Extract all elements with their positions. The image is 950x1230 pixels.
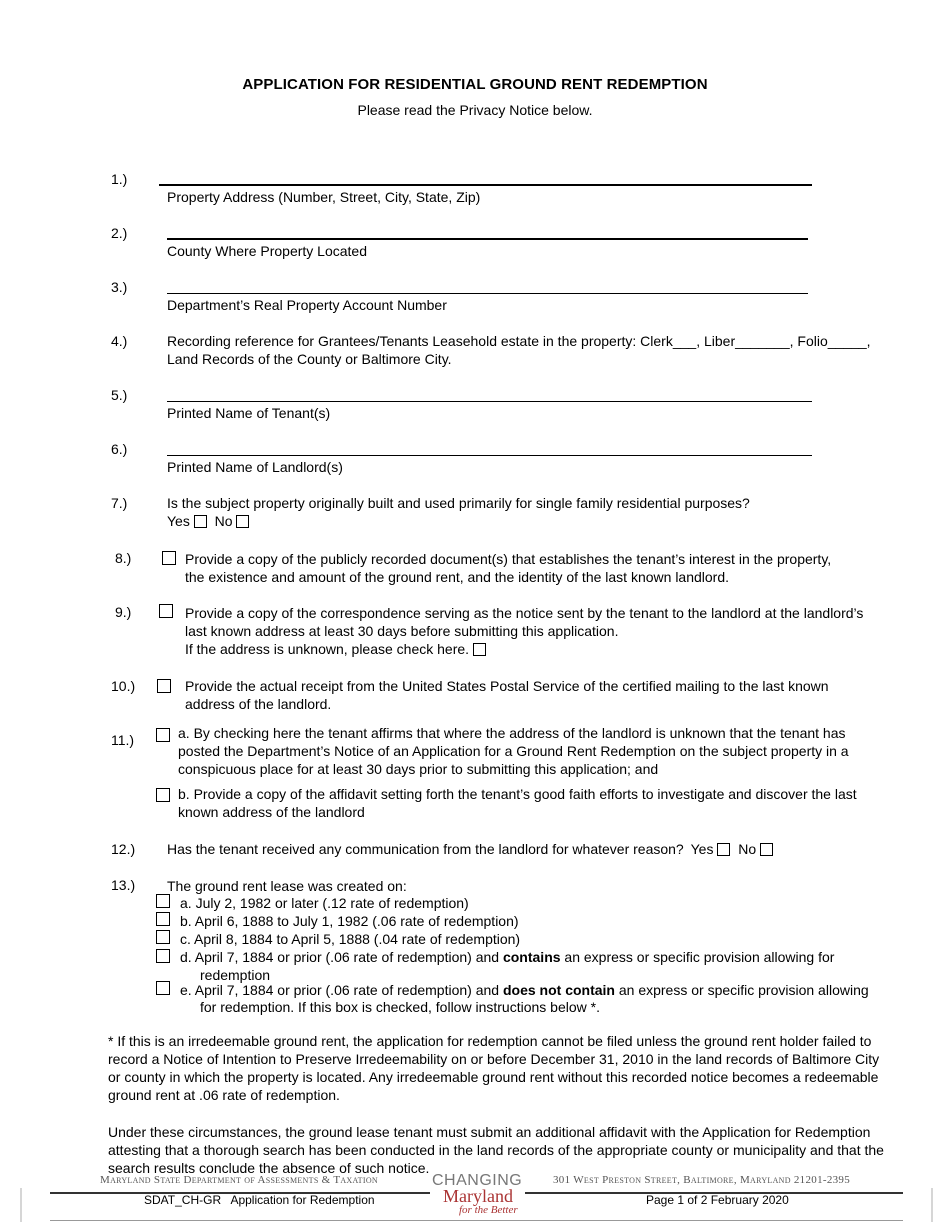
maryland-logo-text: Maryland [443,1186,513,1206]
lease-option-d-emphasis: contains [502,949,561,965]
lease-option-c-label: c. April 8, 1884 to April 5, 1888 (.04 rate of redemption) [180,931,521,947]
item-number-5: 5.) [111,387,128,403]
correspondence-checkbox[interactable] [159,604,173,618]
posted-notice-line3: conspicuous place for at least 30 days prior to submitting this application; and [178,761,659,777]
for-the-better-logo-text: for the Better [459,1204,518,1216]
lease-option-d-text: d. April 7, 1884 or prior (.06 rate of redemption) and [180,949,503,965]
item-number-3: 3.) [111,279,128,295]
communication-question: Has the tenant received any communication from the landlord for whatever reason? [167,841,684,857]
changing-maryland-logo: CHANGING [432,1172,523,1189]
property-address-field[interactable] [159,184,812,186]
item-number-2: 2.) [111,225,128,241]
recording-reference-line1: Recording reference for Grantees/Tenants Leasehold estate in the property: Clerk___, Liber_______, Folio_____, [167,333,871,349]
item-number-10: 10.) [111,678,136,694]
property-address-label: Property Address (Number, Street, City, State, Zip) [167,189,481,205]
item-number-12: 12.) [111,841,136,857]
account-number-field[interactable] [167,293,808,294]
correspondence-line1: Provide a copy of the correspondence serving as the notice sent by the tenant to the landlord at the landlord’s [185,605,864,621]
unknown-address-row [185,640,486,658]
affidavit-line2: known address of the landlord [178,804,365,820]
item-number-4: 4.) [111,333,128,349]
lease-option-d-text-end: an express or specific provision allowing for [560,949,835,965]
recorded-document-line2: the existence and amount of the ground rent, and the identity of the last known landlord. [185,569,730,585]
communication-yes-checkbox[interactable] [717,843,730,856]
footer-page-number: Page 1 of 2 February 2020 [646,1193,789,1207]
footer-address: 301 West Preston Street, Baltimore, Maryland 21201-2395 [553,1174,851,1186]
posted-notice-checkbox[interactable] [156,728,170,742]
footer-rule-bottom [50,1220,903,1221]
lease-option-b-checkbox[interactable] [156,912,170,926]
recorded-document-line1: Provide a copy of the publicly recorded document(s) that establishes the tenant’s interest in the property, [185,551,832,567]
lease-option-e-checkbox[interactable] [156,981,170,995]
usps-receipt-checkbox[interactable] [157,679,171,693]
lease-option-e-emphasis: does not contain [502,982,615,998]
lease-created-intro: The ground rent lease was created on: [167,878,407,894]
form-subtitle: Please read the Privacy Notice below. [357,102,593,118]
footer-form-id: SDAT_CH-GR Application for Redemption [144,1193,375,1207]
correspondence-line2: last known address at least 30 days before submitting this application. [185,623,619,639]
item-number-11: 11.) [111,732,135,748]
item-number-13: 13.) [111,877,136,893]
recording-reference-line2: Land Records of the County or Baltimore City. [167,351,452,367]
communication-row [167,840,773,858]
lease-option-d-checkbox[interactable] [156,949,170,963]
unknown-address-checkbox[interactable] [473,643,486,656]
county-field[interactable] [167,238,808,240]
account-number-label: Department’s Real Property Account Number [167,297,447,313]
irredeemable-note: * If this is an irredeemable ground rent, the application for redemption cannot be filed unless the ground rent holder failed to record a Notice of Intention to Preserve Irredeemability on or before December 31, 2010 in the land records of Baltimore City or county in which the property is located. Any irredeemable ground rent without this recorded notice becomes a redeemable ground rent at .06 rate of redemption. [108,1033,880,1103]
posted-notice-line2: posted the Department’s Notice of an Application for a Ground Rent Redemption on the subject property in a [178,743,849,759]
lease-option-d-line2: redemption [200,967,271,983]
lease-option-e-text-end: an express or specific provision allowing [614,982,869,998]
item-number-8: 8.) [115,550,132,566]
affidavit-line1: b. Provide a copy of the affidavit setting forth the tenant’s good faith efforts to investigate and discover the last [178,786,857,802]
lease-option-e-line2: for redemption. If this box is checked, follow instructions below *. [200,999,600,1015]
form-title: APPLICATION FOR RESIDENTIAL GROUND RENT REDEMPTION [242,76,708,93]
footer-left-ornament [20,1188,48,1222]
single-family-yes-checkbox[interactable] [194,515,207,528]
single-family-options [167,512,249,530]
landlord-name-field[interactable] [167,455,812,456]
single-family-no-checkbox[interactable] [236,515,249,528]
usps-receipt-line2: address of the landlord. [185,696,332,712]
item-number-1: 1.) [111,171,128,187]
unknown-address-label: If the address is unknown, please check here. [185,641,470,657]
item-number-7: 7.) [111,495,128,511]
no-label: No [738,841,757,857]
footer-right-ornament [905,1188,933,1222]
no-label: No [214,513,233,529]
item-number-9: 9.) [115,604,132,620]
affidavit-checkbox[interactable] [156,788,170,802]
lease-option-b-label: b. April 6, 1888 to July 1, 1982 (.06 rate of redemption) [180,913,519,929]
posted-notice-line1: a. By checking here the tenant affirms that where the address of the landlord is unknown that the tenant has [178,725,846,741]
item-number-6: 6.) [111,441,128,457]
affidavit-note: Under these circumstances, the ground lease tenant must submit an additional affidavit with the Application for Redemption attesting that a thorough search has been conducted in the land records of the appropriate county or municipality and that the search results conclude the absence of such notice. [108,1124,884,1176]
county-label: County Where Property Located [167,243,367,259]
footer-department: Maryland State Department of Assessments & Taxation [100,1174,378,1186]
lease-option-a-label: a. July 2, 1982 or later (.12 rate of redemption) [180,895,469,911]
tenant-name-label: Printed Name of Tenant(s) [167,405,331,421]
yes-label: Yes [167,513,190,529]
lease-option-c-checkbox[interactable] [156,930,170,944]
tenant-name-field[interactable] [167,401,812,402]
lease-option-e-label [180,981,869,999]
single-family-question: Is the subject property originally built and used primarily for single family residential purposes? [167,495,750,511]
lease-option-e-text: e. April 7, 1884 or prior (.06 rate of redemption) and [180,982,503,998]
landlord-name-label: Printed Name of Landlord(s) [167,459,343,475]
recorded-document-checkbox[interactable] [162,551,176,565]
communication-no-checkbox[interactable] [760,843,773,856]
lease-option-a-checkbox[interactable] [156,894,170,908]
yes-label: Yes [690,841,714,857]
lease-option-d-label [180,948,834,966]
usps-receipt-line1: Provide the actual receipt from the United States Postal Service of the certified mailing to the last known [185,678,829,694]
